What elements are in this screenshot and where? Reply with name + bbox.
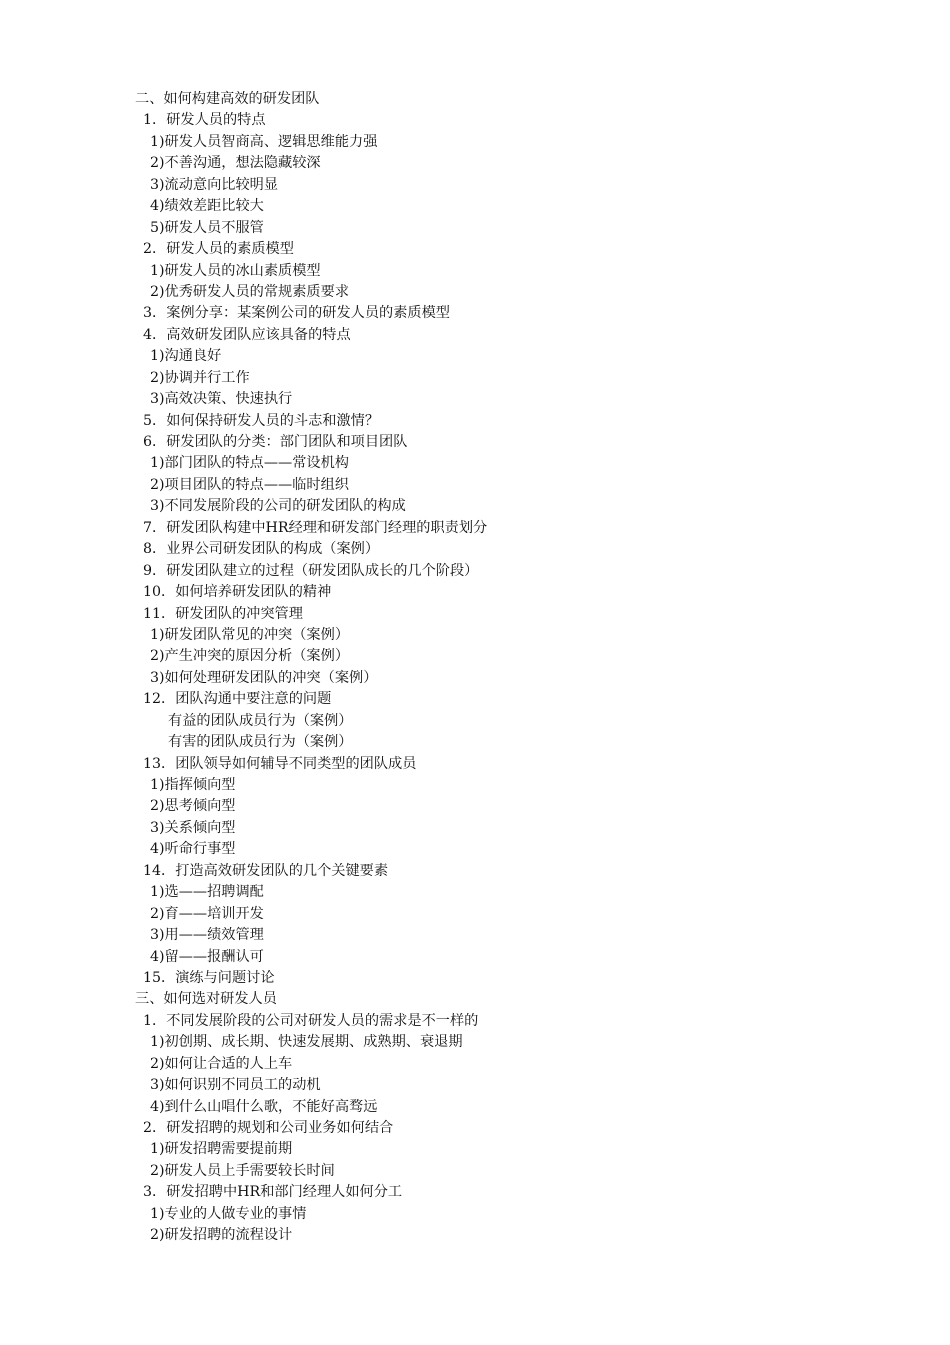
outline-item: 12．团队沟通中要注意的问题 [143, 691, 332, 708]
outline-item: 15．演练与问题讨论 [143, 969, 275, 986]
outline-item: 9．研发团队建立的过程（研发团队成长的几个阶段） [143, 562, 479, 579]
outline-item: 3．研发招聘中HR和部门经理人如何分工 [143, 1184, 403, 1201]
outline-subitem: 4)绩效差距比较大 [150, 198, 264, 215]
outline-item: 2．研发人员的素质模型 [143, 241, 294, 258]
outline-item: 13．团队领导如何辅导不同类型的团队成员 [143, 755, 417, 772]
outline-subitem: 1)部门团队的特点——常设机构 [150, 455, 349, 472]
outline-subitem: 2)如何让合适的人上车 [150, 1055, 293, 1072]
outline-subitem: 2)协调并行工作 [150, 369, 250, 386]
outline-item: 1．研发人员的特点 [143, 112, 266, 129]
outline-subitem: 1)沟通良好 [150, 348, 222, 365]
outline-subitem: 1)初创期、成长期、快速发展期、成熟期、衰退期 [150, 1034, 463, 1051]
outline-item: 6．研发团队的分类：部门团队和项目团队 [143, 434, 408, 450]
outline-subitem: 4)留——报酬认可 [150, 948, 264, 965]
outline-note: 有益的团队成员行为（案例） [168, 712, 353, 729]
outline-item: 11．研发团队的冲突管理 [143, 605, 303, 622]
outline-subitem: 2)思考倾向型 [150, 798, 236, 815]
outline-item: 10．如何培养研发团队的精神 [143, 584, 332, 601]
outline-subitem: 2)研发人员上手需要较长时间 [150, 1162, 335, 1179]
outline-subitem: 2)研发招聘的流程设计 [150, 1227, 293, 1244]
outline-subitem: 2)不善沟通，想法隐藏较深 [150, 155, 321, 172]
outline-item: 8．业界公司研发团队的构成（案例） [143, 541, 380, 558]
outline-subitem: 3)如何处理研发团队的冲突（案例） [150, 669, 378, 686]
outline-subitem: 1)研发人员的冰山素质模型 [150, 262, 321, 279]
outline-subitem: 2)产生冲突的原因分析（案例） [150, 648, 350, 665]
outline-subitem: 5)研发人员不服管 [150, 219, 264, 236]
outline-subitem: 3)关系倾向型 [150, 819, 236, 836]
outline-subitem: 1)指挥倾向型 [150, 777, 236, 793]
outline-subitem: 1)研发团队常见的冲突（案例） [150, 626, 350, 643]
outline-subitem: 2)优秀研发人员的常规素质要求 [150, 283, 350, 300]
outline-item: 7．研发团队构建中HR经理和研发部门经理的职责划分 [143, 519, 488, 536]
outline-item: 2．研发招聘的规划和公司业务如何结合 [143, 1120, 394, 1136]
outline-item: 3．案例分享：某案例公司的研发人员的素质模型 [143, 305, 450, 322]
outline-subitem: 3)不同发展阶段的公司的研发团队的构成 [150, 498, 406, 515]
section-heading: 二、如何构建高效的研发团队 [135, 91, 320, 107]
outline-subitem: 3)流动意向比较明显 [150, 176, 279, 193]
outline-subitem: 3)如何识别不同员工的动机 [150, 1077, 321, 1094]
outline-item: 4．高效研发团队应该具备的特点 [143, 326, 351, 343]
outline-item: 5．如何保持研发人员的斗志和激情？ [143, 412, 380, 429]
outline-subitem: 1)研发人员智商高、逻辑思维能力强 [150, 133, 378, 150]
outline-item: 14．打造高效研发团队的几个关键要素 [143, 862, 389, 879]
outline-item: 1．不同发展阶段的公司对研发人员的需求是不一样的 [143, 1012, 479, 1029]
outline-subitem: 4)听命行事型 [150, 841, 236, 858]
outline-subitem: 4)到什么山唱什么歌，不能好高骛远 [150, 1098, 378, 1115]
outline-subitem: 2)项目团队的特点——临时组织 [150, 476, 349, 493]
section-heading: 三、如何选对研发人员 [135, 991, 277, 1008]
outline-subitem: 2)育——培训开发 [150, 905, 264, 922]
document-body [0, 89, 950, 1247]
outline-subitem: 1)专业的人做专业的事情 [150, 1205, 307, 1222]
outline-subitem: 3)用——绩效管理 [150, 927, 264, 944]
outline-subitem: 1)选——招聘调配 [150, 884, 264, 901]
outline-note: 有害的团队成员行为（案例） [168, 734, 353, 751]
outline-subitem: 3)高效决策、快速执行 [150, 391, 293, 408]
outline-subitem: 1)研发招聘需要提前期 [150, 1141, 293, 1158]
